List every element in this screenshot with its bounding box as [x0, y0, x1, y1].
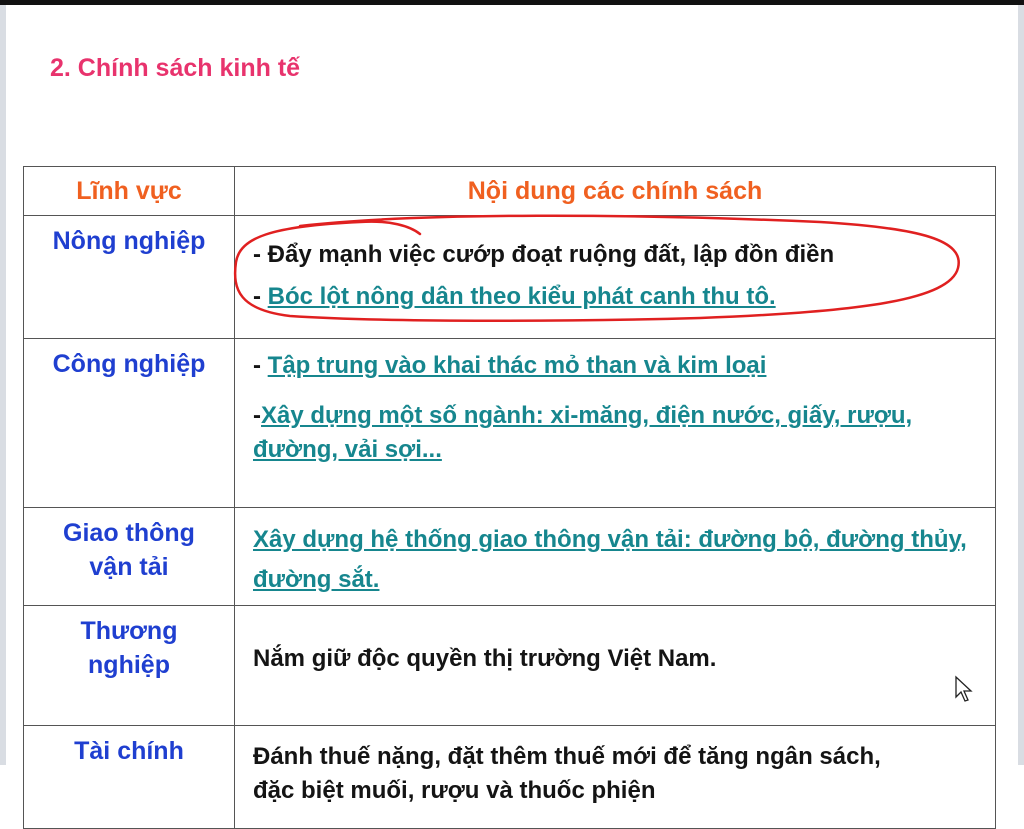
content-line: - Tập trung vào khai thác mỏ than và kim loại [253, 352, 767, 379]
header-row [24, 167, 996, 216]
right-frame [1018, 5, 1024, 765]
table-row [24, 216, 996, 339]
top-border [0, 0, 1024, 5]
mouse-pointer-icon [954, 675, 974, 705]
field-transport: Giao thông vận tải [24, 508, 235, 606]
field-finance: Tài chính [24, 726, 235, 829]
content-line: Xây dựng hệ thống giao thông vận tải: đường bộ, đường thủy, đường sắt. [253, 526, 967, 593]
header-content: Nội dung các chính sách [235, 167, 996, 216]
content-finance [235, 726, 996, 829]
table-row [24, 339, 996, 508]
left-frame [0, 5, 6, 765]
content-industry [235, 339, 996, 508]
content-line: - Bóc lột nông dân theo kiểu phát canh thu tô. [253, 283, 776, 310]
field-industry: Công nghiệp [24, 339, 235, 508]
table-row [24, 508, 996, 606]
table-row [24, 606, 996, 726]
content-transport [235, 508, 996, 606]
content-line: Nắm giữ độc quyền thị trường Việt Nam. [253, 645, 717, 672]
field-commerce: Thương nghiệp [24, 606, 235, 726]
policy-table [23, 166, 996, 829]
header-field: Lĩnh vực [24, 167, 235, 216]
content-line: Đánh thuế nặng, đặt thêm thuế mới để tăng ngân sách, đặc biệt muối, rượu và thuốc phiện [253, 743, 881, 804]
slide-title: 2. Chính sách kinh tế [50, 54, 301, 82]
content-commerce [235, 606, 996, 726]
field-agriculture: Nông nghiệp [24, 216, 235, 339]
content-line: -Xây dựng một số ngành: xi-măng, điện nước, giấy, rượu, đường, vải sợi... [253, 402, 913, 463]
content-agriculture [235, 216, 996, 339]
table-row [24, 726, 996, 829]
content-line: - Đẩy mạnh việc cướp đoạt ruộng đất, lập đồn điền [253, 241, 835, 268]
